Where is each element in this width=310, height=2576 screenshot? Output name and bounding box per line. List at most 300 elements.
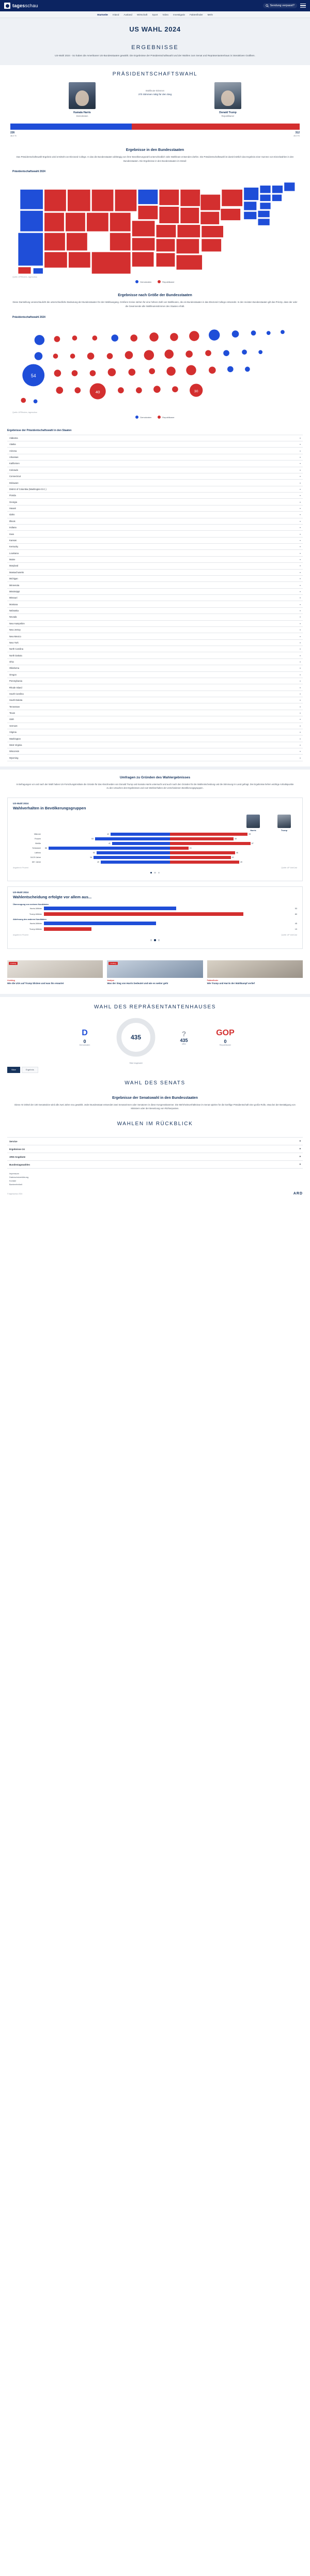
state-dc bbox=[258, 219, 270, 226]
state-accordion-row[interactable] bbox=[7, 499, 303, 505]
bubble-section-text: Diese Darstellung veranschaulicht die unterschiedliche Bedeutung der Bundesstaaten für den Wahlausgang. Größere Kreise stehen für eine höhere Zahl von Wahlleuten, die ein Bundesstaaten in das Electoral College entsendet. In den meisten Bundesstaaten gilt das Prinzip, dass der oder die Gewinnende alle Wahlleutenstimmen des Staates erhält. bbox=[12, 301, 298, 308]
state-accordion-row[interactable] bbox=[7, 703, 303, 710]
dem-electoral-votes: 226 bbox=[10, 131, 15, 134]
footer-accordion-label: Ergebnisse 24 bbox=[9, 1147, 25, 1151]
presidential-section bbox=[0, 65, 310, 143]
nav-item-8[interactable]: Mehr bbox=[207, 13, 213, 16]
chart1-category: 65+ Jahre bbox=[32, 861, 41, 863]
state-tn bbox=[156, 225, 176, 238]
state-accordion-row[interactable] bbox=[7, 550, 303, 556]
nav-item-6[interactable]: Investigativ bbox=[173, 13, 185, 16]
state-label: Illinois bbox=[9, 519, 16, 523]
state-accordion-row[interactable] bbox=[7, 614, 303, 620]
copyright: © tagesschau 2024 bbox=[7, 1192, 23, 1195]
chevron-down-icon: ▾ bbox=[299, 692, 301, 695]
chart1-rep-bar bbox=[170, 851, 235, 854]
chart2-kicker: US-Wahl 2024 bbox=[13, 891, 29, 894]
rep-electoral-votes: 312 bbox=[295, 131, 300, 134]
footer-accordion-row[interactable] bbox=[7, 1161, 303, 1169]
house-rep-seats: 0 bbox=[224, 1038, 227, 1044]
chart2-bar bbox=[44, 907, 176, 910]
chevron-down-icon: ▾ bbox=[299, 661, 301, 664]
brand-secondary: schau bbox=[25, 3, 38, 8]
state-sd bbox=[91, 190, 114, 212]
state-accordion-row[interactable] bbox=[7, 512, 303, 518]
footer-bar bbox=[0, 1188, 310, 1203]
chart1-dem-value: 54 bbox=[90, 856, 92, 858]
state-label: Wyoming bbox=[9, 756, 19, 759]
state-nh bbox=[272, 186, 283, 194]
chevron-down-icon: ▾ bbox=[299, 500, 301, 503]
house-heading: WAHL DES REPRÄSENTANTENHAUSES bbox=[94, 1004, 216, 1010]
state-az bbox=[44, 252, 68, 268]
state-il bbox=[159, 207, 179, 224]
chart1-rep-value: 55 bbox=[249, 833, 251, 835]
state-ar bbox=[132, 238, 155, 251]
footer-accordion-row[interactable] bbox=[7, 1138, 303, 1145]
footer-accordion-row[interactable] bbox=[7, 1145, 303, 1153]
chart1-category: Schwarze bbox=[32, 847, 41, 849]
state-label: Oregon bbox=[9, 673, 17, 676]
chart2-row bbox=[13, 927, 297, 931]
state-label: Delaware bbox=[9, 481, 19, 484]
chart2-group-label: Ablehnung des anderen Kandidaten bbox=[13, 918, 47, 921]
teaser-live-badge-1: Liveblog bbox=[109, 962, 117, 965]
missed-broadcast-button[interactable] bbox=[263, 3, 297, 8]
chevron-down-icon: ▾ bbox=[299, 673, 301, 676]
state-accordion-row[interactable] bbox=[7, 473, 303, 480]
bubble-legend bbox=[0, 413, 310, 424]
state-accordion-row[interactable] bbox=[7, 735, 303, 742]
state-accordion-row[interactable] bbox=[7, 608, 303, 614]
states-accordion-title: Ergebnisse der Präsidentschaftswahl in den Staaten bbox=[7, 428, 72, 432]
state-ct bbox=[260, 203, 271, 210]
svg-text:30: 30 bbox=[194, 389, 198, 393]
candidate-trump bbox=[197, 82, 259, 117]
chevron-down-icon: ▾ bbox=[299, 449, 301, 452]
state-label: Wisconsin bbox=[9, 750, 20, 753]
state-accordion-row[interactable] bbox=[7, 710, 303, 716]
chevron-down-icon: ▾ bbox=[299, 462, 301, 465]
teaser-live-badge-0: Liveblog bbox=[9, 962, 18, 965]
chevron-down-icon: ▾ bbox=[299, 724, 301, 727]
chevron-down-icon: ▾ bbox=[299, 712, 301, 715]
chevron-down-icon: ▾ bbox=[299, 545, 301, 548]
state-ri bbox=[272, 194, 282, 202]
chevron-down-icon: ▾ bbox=[299, 635, 301, 638]
state-accordion-row[interactable] bbox=[7, 684, 303, 691]
state-label: Alaska bbox=[9, 443, 16, 446]
state-nv bbox=[44, 233, 66, 251]
map-section-title: Ergebnisse in den Bundesstaaten bbox=[126, 148, 184, 152]
state-accordion-row[interactable] bbox=[7, 448, 303, 454]
footer-accordion bbox=[7, 1137, 303, 1169]
house-results bbox=[0, 1015, 310, 1065]
chart1-rep-value: 13 bbox=[189, 847, 192, 849]
state-al bbox=[156, 253, 175, 267]
house-dem-seats: 0 bbox=[83, 1038, 86, 1044]
state-label: North Carolina bbox=[9, 648, 23, 651]
chevron-down-icon: ▾ bbox=[299, 1147, 301, 1151]
survey-section bbox=[0, 770, 310, 792]
bubble-svg bbox=[5, 320, 305, 410]
brand-mark-icon bbox=[4, 3, 10, 9]
chevron-down-icon: ▾ bbox=[299, 667, 301, 670]
chevron-down-icon: ▾ bbox=[299, 705, 301, 708]
state-accordion-row[interactable] bbox=[7, 678, 303, 684]
trump-party: Republikaner bbox=[221, 114, 235, 117]
nav-item-3[interactable]: Wirtschaft bbox=[137, 13, 148, 16]
state-accordion-row[interactable] bbox=[7, 716, 303, 723]
state-ca bbox=[18, 233, 43, 266]
state-label: New Jersey bbox=[9, 628, 21, 632]
teaser-kicker-2: Faktenfinder bbox=[207, 979, 219, 982]
state-label: Georgia bbox=[9, 500, 17, 503]
top-bar-right bbox=[263, 3, 306, 8]
chart2-title: Wahlentscheidung erfolgte vor allem aus... bbox=[13, 895, 92, 900]
state-label: Connecticut bbox=[9, 475, 21, 478]
chart1-rep-value: 46 bbox=[236, 851, 238, 854]
state-ma bbox=[260, 194, 271, 202]
menu-icon[interactable] bbox=[300, 4, 306, 8]
house-dem-name: Demokraten bbox=[79, 1044, 90, 1046]
chart2-value: 45 bbox=[295, 922, 297, 925]
state-label: Arkansas bbox=[9, 456, 19, 459]
chart1-category: Männer bbox=[34, 833, 41, 835]
state-wa bbox=[20, 190, 43, 210]
state-ak bbox=[18, 267, 31, 274]
us-choropleth-map[interactable] bbox=[5, 174, 305, 275]
state-md bbox=[244, 211, 257, 220]
state-label: Iowa bbox=[9, 532, 14, 535]
state-label: Tennessee bbox=[9, 705, 20, 708]
senate-text-block bbox=[0, 1091, 310, 1114]
house-rep-name: Republikaner bbox=[219, 1044, 231, 1046]
chevron-down-icon: ▾ bbox=[299, 1163, 301, 1166]
state-accordion-row[interactable] bbox=[7, 748, 303, 755]
nav-item-2[interactable]: Ausland bbox=[123, 13, 132, 16]
map-text-block bbox=[0, 143, 310, 166]
state-mi bbox=[180, 190, 200, 207]
state-accordion-row[interactable] bbox=[7, 633, 303, 639]
senate-text: Diese Art Drittel der 100 Senatssitze wird alle zwei Jahre neu gewählt. Jeder Bundesstaat entsendet zwei Senatorinnen oder Senatoren in diese Kongresskammer. Die Mehrheitsverhältnisse im Senat spielen für die künftige Präsidentschaft eine große Rolle, etwa bei der Bestätigung von Ministern oder der Besetzung von Richterposten. bbox=[14, 1103, 296, 1110]
chart2-pagination[interactable] bbox=[13, 936, 297, 942]
chart2-category: Trump-Wähler bbox=[29, 928, 42, 930]
chevron-down-icon: ▾ bbox=[299, 526, 301, 529]
chart1-rep-value: 45 bbox=[235, 837, 237, 840]
chevron-down-icon: ▾ bbox=[299, 487, 301, 490]
state-accordion-row[interactable] bbox=[7, 576, 303, 582]
teaser-title-2: Wie Trump und Harris der Wahlkampf verlief bbox=[207, 982, 255, 985]
state-accordion-row[interactable] bbox=[7, 531, 303, 537]
state-accordion-row[interactable] bbox=[7, 454, 303, 461]
chevron-down-icon: ▾ bbox=[299, 577, 301, 580]
chart1-kicker: US-Wahl 2024 bbox=[13, 802, 29, 805]
state-ny bbox=[244, 188, 259, 201]
chart1-rep-bar bbox=[170, 837, 234, 840]
map-legend bbox=[0, 278, 310, 288]
nav-item-4[interactable]: Sport bbox=[152, 13, 158, 16]
state-accordion-row[interactable] bbox=[7, 538, 303, 544]
chart1-rep-bar bbox=[170, 833, 247, 836]
footer-link[interactable]: Barrierefreiheit bbox=[9, 1184, 22, 1186]
chevron-down-icon: ▾ bbox=[299, 494, 301, 497]
chart1-rep-bar bbox=[170, 861, 239, 864]
chart1-title: Wahlverhalten in Bevölkerungsgruppen bbox=[13, 805, 86, 810]
chevron-down-icon: ▾ bbox=[299, 596, 301, 600]
state-label: Kentucky bbox=[9, 545, 19, 548]
us-bubble-map[interactable] bbox=[5, 320, 305, 410]
nav-item-7[interactable]: Faktenfinder bbox=[190, 13, 203, 16]
chart2-xlabel: Angaben in Prozent bbox=[13, 934, 28, 937]
state-label: South Carolina bbox=[9, 692, 24, 695]
state-label: North Dakota bbox=[9, 654, 22, 657]
state-accordion-row[interactable] bbox=[7, 627, 303, 633]
harris-photo bbox=[69, 82, 96, 109]
brand-logo[interactable] bbox=[4, 3, 38, 9]
state-accordion-row[interactable] bbox=[7, 723, 303, 729]
candidates-row bbox=[0, 82, 310, 117]
tab-seats[interactable]: Sitze bbox=[7, 1067, 20, 1073]
chart-card-motivation bbox=[7, 886, 303, 949]
electoral-vote-caption bbox=[116, 82, 194, 96]
svg-text:54: 54 bbox=[30, 373, 36, 378]
senate-title: Ergebnisse der Senatswahl in den Bundesstaaten bbox=[112, 1096, 198, 1100]
trump-avatar bbox=[277, 815, 291, 828]
chevron-down-icon: ▾ bbox=[299, 622, 301, 625]
chart1-row bbox=[13, 842, 297, 845]
chevron-down-icon: ▾ bbox=[299, 532, 301, 535]
teaser-thumb-1 bbox=[107, 960, 203, 978]
nav-item-0[interactable]: Startseite bbox=[97, 13, 108, 16]
state-label: South Dakota bbox=[9, 699, 23, 702]
state-label: Vermont bbox=[9, 724, 18, 727]
nav-item-5[interactable]: Video bbox=[162, 13, 169, 16]
state-label: Oklahoma bbox=[9, 667, 20, 670]
house-unknown-col bbox=[172, 1030, 196, 1045]
footer-link[interactable]: Datenschutzerklärung bbox=[9, 1176, 28, 1179]
harris-name: Kamala Harris bbox=[73, 111, 91, 114]
tab-result[interactable]: Ergebnis bbox=[22, 1067, 38, 1073]
state-accordion-row[interactable] bbox=[7, 441, 303, 448]
state-accordion-row[interactable] bbox=[7, 672, 303, 678]
popular-vote-row bbox=[0, 134, 310, 143]
chevron-down-icon: ▾ bbox=[299, 507, 301, 510]
dem-popular-share: 48,3 % bbox=[10, 134, 17, 137]
chart1-dem-value: 86 bbox=[44, 847, 47, 849]
chevron-down-icon: ▾ bbox=[299, 743, 301, 746]
state-accordion-row[interactable] bbox=[7, 544, 303, 550]
teaser-title-0: Wie die USA auf Trump blicken und was ihn erwartet bbox=[7, 982, 64, 985]
state-label: District of Columbia (Washington D.C.) bbox=[9, 487, 47, 490]
state-accordion-row[interactable] bbox=[7, 461, 303, 467]
house-dem-col bbox=[69, 1029, 100, 1046]
chevron-down-icon: ▾ bbox=[299, 756, 301, 759]
state-va bbox=[221, 209, 241, 221]
state-accordion-row[interactable] bbox=[7, 755, 303, 761]
state-accordion-row[interactable] bbox=[7, 589, 303, 595]
state-label: Washington bbox=[9, 737, 21, 740]
state-accordion-row[interactable] bbox=[7, 646, 303, 652]
chart1-dem-value: 41 bbox=[108, 842, 111, 845]
state-label: New Mexico bbox=[9, 635, 21, 638]
state-wy bbox=[65, 212, 85, 232]
teaser-2[interactable] bbox=[207, 960, 303, 986]
teaser-thumb-0 bbox=[7, 960, 103, 978]
teaser-kicker-0: Liveblog bbox=[7, 979, 15, 982]
rep-popular-share: 49,9 % bbox=[293, 134, 300, 137]
state-label: Nevada bbox=[9, 616, 17, 619]
state-accordion-row[interactable] bbox=[7, 505, 303, 512]
electoral-bar-dem bbox=[10, 124, 132, 130]
teaser-title-1: Was der Sieg von Harris bedeutet und wie es weiter geht bbox=[107, 982, 168, 985]
state-label: Utah bbox=[9, 718, 14, 721]
state-in bbox=[180, 208, 199, 224]
state-accordion-row[interactable] bbox=[7, 659, 303, 665]
state-accordion-row[interactable] bbox=[7, 557, 303, 563]
state-label: New Hampshire bbox=[9, 622, 25, 625]
state-accordion-row[interactable] bbox=[7, 563, 303, 569]
state-accordion-row[interactable] bbox=[7, 621, 303, 627]
state-accordion-row[interactable] bbox=[7, 480, 303, 486]
footer-link[interactable]: Kontakt bbox=[9, 1180, 16, 1183]
state-label: Louisiana bbox=[9, 551, 19, 555]
chart2-row bbox=[13, 922, 297, 925]
state-accordion-row[interactable] bbox=[7, 742, 303, 748]
state-ms bbox=[156, 239, 175, 252]
house-donut bbox=[114, 1015, 158, 1064]
state-label: Rhode Island bbox=[9, 686, 22, 689]
state-label: Ohio bbox=[9, 661, 14, 664]
state-pa bbox=[222, 190, 243, 207]
legend-rep: Republikaner bbox=[158, 280, 175, 283]
state-accordion-row[interactable] bbox=[7, 525, 303, 531]
states-accordion bbox=[7, 435, 303, 761]
state-accordion-row[interactable] bbox=[7, 652, 303, 658]
chart2-category: Trump-Wähler bbox=[29, 913, 42, 915]
missed-broadcast-label: Sendung verpasst? bbox=[270, 4, 295, 7]
results-section bbox=[0, 39, 310, 65]
chart1-dem-bar bbox=[97, 851, 170, 854]
state-label: Michigan bbox=[9, 577, 18, 580]
chart1-dem-value: 49 bbox=[97, 861, 100, 863]
state-ky bbox=[177, 225, 200, 238]
state-accordion-row[interactable] bbox=[7, 435, 303, 441]
democrat-logo-icon: D bbox=[82, 1028, 88, 1037]
chart1-row bbox=[13, 861, 297, 864]
state-accordion-row[interactable] bbox=[7, 518, 303, 525]
state-accordion-row[interactable] bbox=[7, 697, 303, 703]
state-accordion-row[interactable] bbox=[7, 486, 303, 493]
chevron-down-icon: ▾ bbox=[299, 519, 301, 523]
bubble-text-block bbox=[0, 288, 310, 311]
results-intro: US-Wahl 2024 - So haben die Amerikaner US-Bundesstaaten gewählt. Die Ergebnisse der Präsidentschaftswahl und der Wahlen zum Senat und Repräsentantenhaus in interaktiven Grafiken. bbox=[55, 54, 255, 57]
state-label: Maine bbox=[9, 558, 16, 561]
state-label: Hawaii bbox=[9, 507, 16, 510]
chart2-category: Harris-Wähler bbox=[29, 907, 42, 910]
state-label: Virginia bbox=[9, 731, 17, 734]
question-mark-icon: ? bbox=[181, 1029, 187, 1038]
state-accordion-row[interactable] bbox=[7, 729, 303, 735]
chevron-down-icon: ▾ bbox=[299, 475, 301, 478]
state-vt bbox=[260, 186, 271, 194]
chart1-row bbox=[13, 851, 297, 854]
footer-link[interactable]: Impressum bbox=[9, 1173, 19, 1175]
state-accordion-row[interactable] bbox=[7, 601, 303, 607]
chevron-down-icon: ▾ bbox=[299, 1155, 301, 1158]
teaser-kicker-1: Analyse bbox=[107, 979, 115, 982]
harris-avatar bbox=[246, 815, 260, 828]
chart2-source: Quelle: AP VoteCast bbox=[281, 934, 297, 937]
chevron-down-icon: ▾ bbox=[299, 750, 301, 753]
chart1-rep-value: 43 bbox=[231, 856, 234, 858]
state-accordion-row[interactable] bbox=[7, 640, 303, 646]
state-accordion-row[interactable] bbox=[7, 691, 303, 697]
electoral-bar-rep bbox=[132, 124, 300, 130]
state-label: Idaho bbox=[9, 513, 15, 516]
chevron-down-icon: ▾ bbox=[299, 718, 301, 721]
main-nav bbox=[0, 11, 310, 18]
gop-logo-icon: GOP bbox=[216, 1028, 235, 1037]
chart1-dem-bar bbox=[49, 847, 170, 850]
chart1-xlabel: Angaben in Prozent bbox=[13, 866, 28, 869]
state-accordion-row[interactable] bbox=[7, 570, 303, 576]
state-ks bbox=[110, 212, 131, 232]
state-wi bbox=[159, 190, 179, 206]
teaser-0[interactable] bbox=[7, 960, 103, 986]
chevron-down-icon: ▾ bbox=[299, 551, 301, 555]
chart1-dem-value: 52 bbox=[92, 851, 95, 854]
retrospect-heading: WAHLEN IM RÜCKBLICK bbox=[117, 1121, 193, 1127]
trump-legend-label: Trump bbox=[281, 829, 288, 832]
state-label: Pennsylvania bbox=[9, 680, 22, 683]
chart1-source: Quelle: AP VoteCast bbox=[281, 866, 297, 869]
state-accordion-row[interactable] bbox=[7, 665, 303, 671]
chart2-group-label: Überzeugung von meinem Kandidaten bbox=[13, 903, 49, 906]
chevron-down-icon: ▾ bbox=[299, 436, 301, 439]
state-accordion-row[interactable] bbox=[7, 595, 303, 601]
harris-legend-label: Harris bbox=[250, 829, 256, 832]
state-ia bbox=[138, 206, 158, 220]
nav-item-1[interactable]: Inland bbox=[112, 13, 119, 16]
brand-primary: tages bbox=[12, 3, 25, 8]
state-label: Nebraska bbox=[9, 609, 19, 612]
state-label: Florida bbox=[9, 494, 16, 497]
candidate-harris bbox=[51, 82, 113, 117]
chart1-category: 18-29 Jahre bbox=[30, 856, 41, 858]
state-la bbox=[132, 252, 154, 267]
state-accordion-row[interactable] bbox=[7, 582, 303, 588]
state-accordion-row[interactable] bbox=[7, 467, 303, 473]
house-total-caption: Sitze insgesamt bbox=[129, 1062, 143, 1064]
state-co bbox=[86, 212, 109, 232]
chart1-legend-harris bbox=[241, 815, 265, 832]
state-accordion-row[interactable] bbox=[7, 493, 303, 499]
chart1-rep-value: 49 bbox=[240, 861, 242, 863]
teaser-1[interactable] bbox=[107, 960, 203, 986]
electoral-bar bbox=[10, 124, 300, 130]
chart2-value: 19 bbox=[295, 928, 297, 930]
house-rep-col bbox=[210, 1029, 241, 1046]
survey-text: In Befragungen vor und nach der Wahl haben US-Forschungsinstitute die Gründe für das Abschneiden von Donald Trump und Kamala Harris untersucht und auch nach den Gründen für die Wahlentscheidung und die Stimmung im Land gefragt. Die Ergebnisse liefern wichtige Anhaltspunkte zu den Ursachen des Ergebnisses und zum Wahlverhalten der verschiedenen Bevölkerungsgruppen. bbox=[16, 783, 294, 790]
legend-dem: Demokraten bbox=[135, 280, 151, 283]
chart1-category: Latinos bbox=[34, 851, 41, 854]
footer-accordion-row[interactable] bbox=[7, 1153, 303, 1161]
chart1-rep-value: 57 bbox=[251, 842, 254, 845]
map-svg bbox=[5, 174, 305, 275]
state-ok bbox=[110, 233, 131, 251]
house-tabs bbox=[0, 1065, 310, 1073]
